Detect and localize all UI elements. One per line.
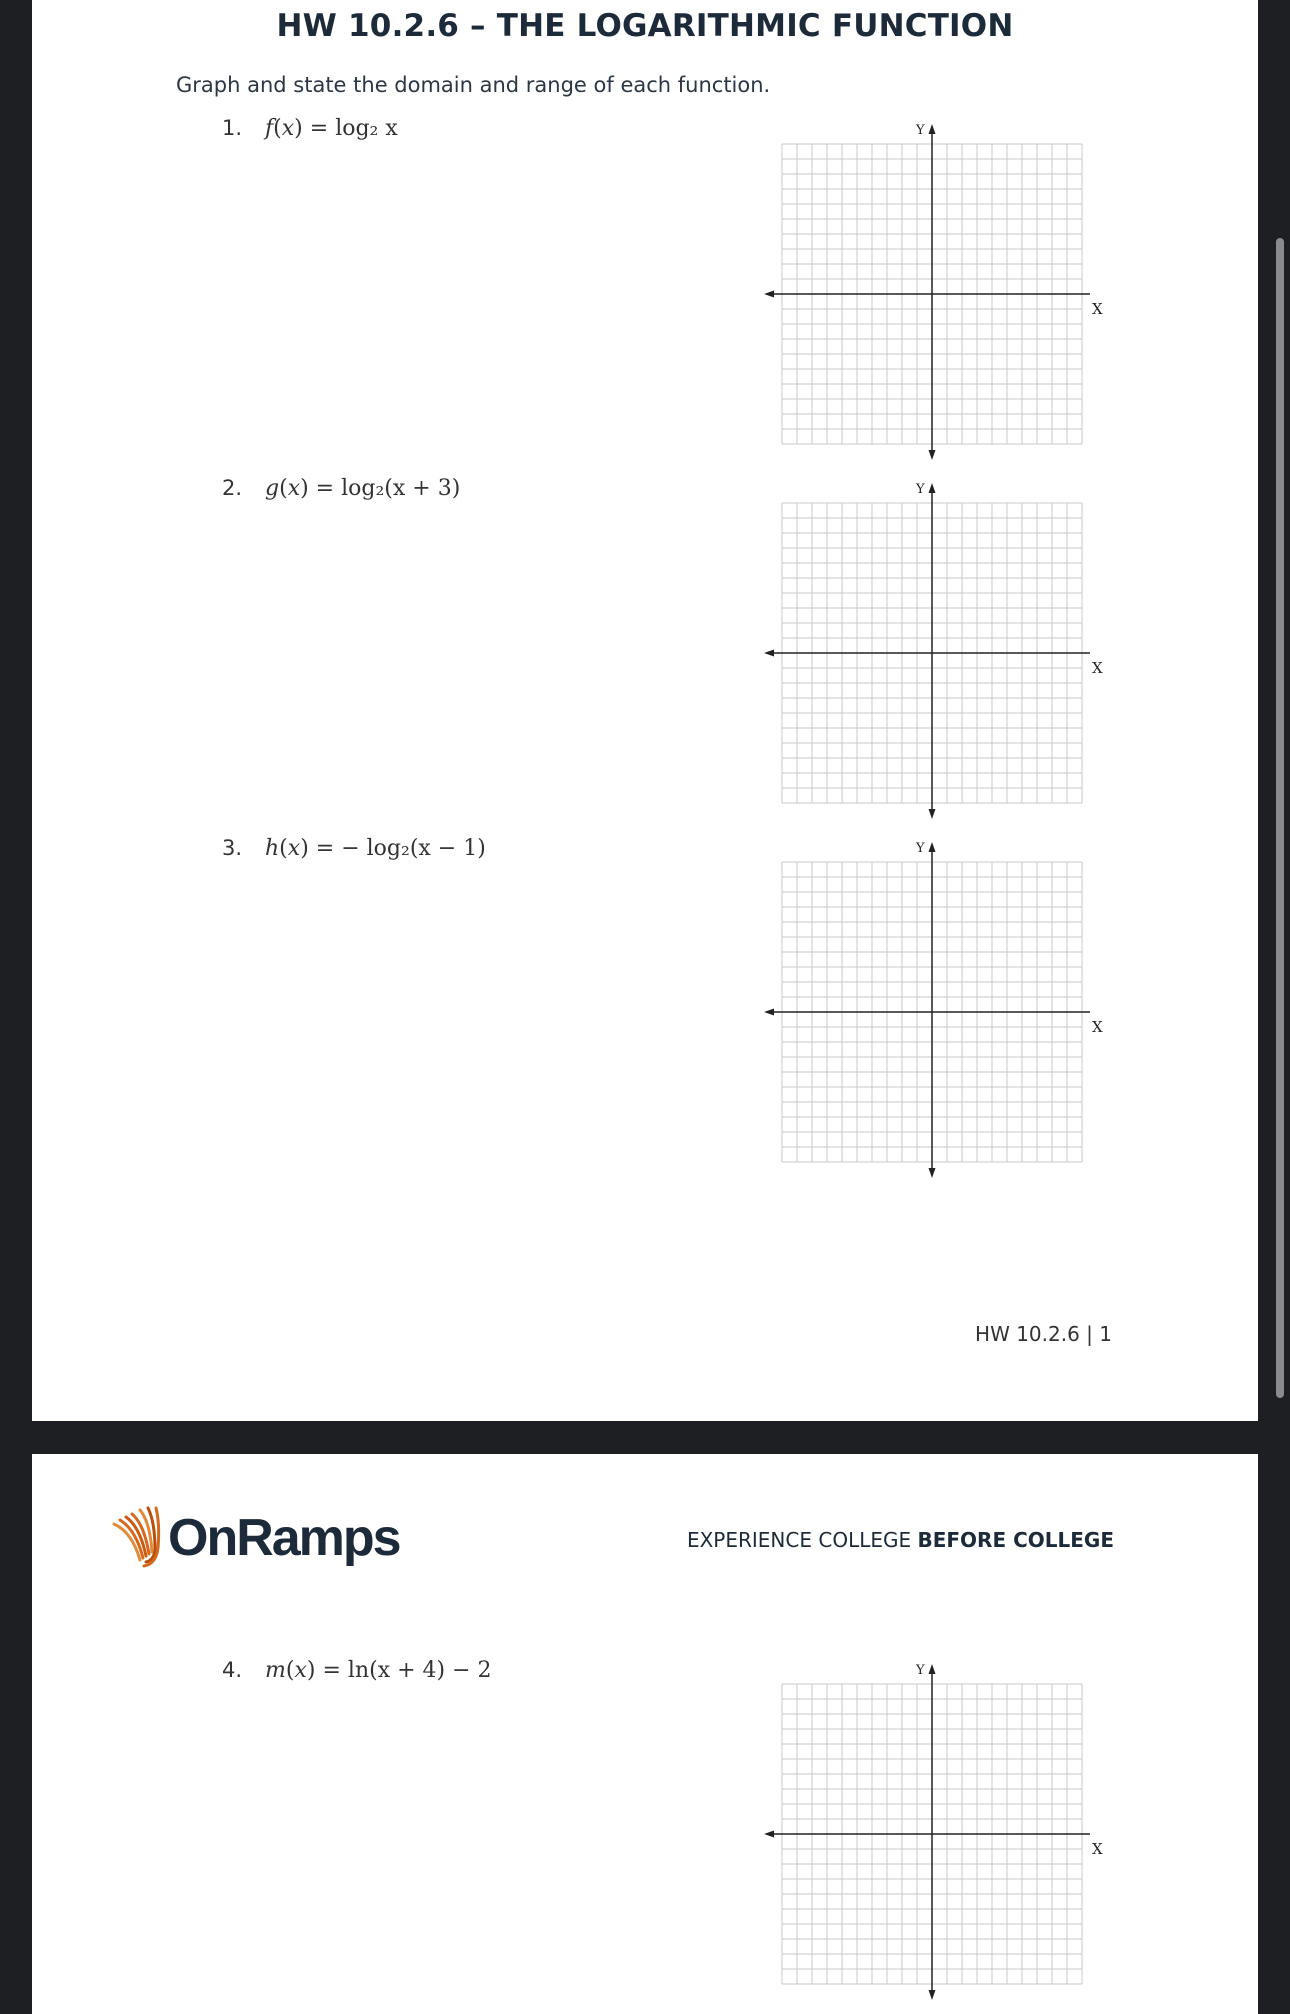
y-axis-bottom-arrow bbox=[929, 450, 936, 460]
graph-grid-4 bbox=[730, 1660, 1103, 2000]
graph-grid-1 bbox=[730, 120, 1103, 460]
x-axis-left-arrow bbox=[764, 1009, 774, 1016]
x-axis-left-arrow bbox=[764, 291, 774, 298]
worksheet-page-2 bbox=[32, 1454, 1258, 2014]
coordinate-grid bbox=[730, 838, 1103, 1178]
problem-number: 3. bbox=[222, 836, 243, 860]
y-axis-bottom-arrow bbox=[929, 1990, 936, 2000]
function-name: f bbox=[265, 116, 274, 141]
x-axis-left-arrow bbox=[764, 1831, 774, 1838]
worksheet-title: HW 10.2.6 – THE LOGARITHMIC FUNCTION bbox=[276, 8, 1014, 44]
x-axis-label: X bbox=[1092, 300, 1103, 318]
y-axis-label: Y bbox=[916, 841, 925, 856]
function-rhs: log₂(x + 3) bbox=[341, 476, 461, 501]
problem-number: 2. bbox=[222, 476, 243, 500]
scrollbar[interactable] bbox=[1276, 238, 1284, 1398]
tagline-bold: BEFORE COLLEGE bbox=[917, 1528, 1114, 1552]
onramps-logo-text: OnRamps bbox=[168, 1509, 400, 1567]
y-axis-top-arrow bbox=[929, 1664, 936, 1674]
function-rhs: − log₂(x − 1) bbox=[341, 836, 486, 861]
x-axis-label: X bbox=[1092, 1018, 1103, 1036]
function-rhs: log₂ x bbox=[335, 116, 398, 141]
tagline-regular: EXPERIENCE COLLEGE bbox=[686, 1528, 918, 1552]
y-axis-top-arrow bbox=[929, 842, 936, 852]
problem-number: 4. bbox=[222, 1658, 243, 1682]
problem-number: 1. bbox=[222, 116, 243, 140]
graph-grid-2 bbox=[730, 479, 1103, 819]
problem-4: 4. m(x) = ln(x + 4) − 2 bbox=[222, 1658, 492, 1683]
onramps-logo-icon bbox=[110, 1502, 170, 1572]
worksheet-page-1 bbox=[32, 0, 1258, 1421]
y-axis-top-arrow bbox=[929, 124, 936, 134]
onramps-logo bbox=[110, 1502, 430, 1572]
problem-1: 1. f(x) = log₂ x bbox=[222, 116, 398, 141]
coordinate-grid bbox=[730, 479, 1103, 819]
tagline bbox=[687, 1528, 1114, 1552]
y-axis-top-arrow bbox=[929, 483, 936, 493]
y-axis-bottom-arrow bbox=[929, 809, 936, 819]
function-name: m bbox=[265, 1658, 286, 1683]
y-axis-bottom-arrow bbox=[929, 1168, 936, 1178]
problem-2: 2. g(x) = log₂(x + 3) bbox=[222, 476, 461, 501]
y-axis-label: Y bbox=[916, 123, 925, 138]
x-axis-left-arrow bbox=[764, 650, 774, 657]
function-name: g bbox=[265, 476, 280, 501]
instructions-text: Graph and state the domain and range of each function. bbox=[176, 73, 771, 97]
function-name: h bbox=[265, 836, 280, 861]
coordinate-grid bbox=[730, 1660, 1103, 2000]
y-axis-label: Y bbox=[916, 1663, 925, 1678]
function-rhs: ln(x + 4) − 2 bbox=[347, 1658, 492, 1683]
coordinate-grid bbox=[730, 120, 1103, 460]
problem-3: 3. h(x) = − log₂(x − 1) bbox=[222, 836, 486, 861]
page-footer: HW 10.2.6 | 1 bbox=[975, 1322, 1112, 1346]
graph-grid-3 bbox=[730, 838, 1103, 1178]
x-axis-label: X bbox=[1092, 1840, 1103, 1858]
x-axis-label: X bbox=[1092, 659, 1103, 677]
y-axis-label: Y bbox=[916, 482, 925, 497]
